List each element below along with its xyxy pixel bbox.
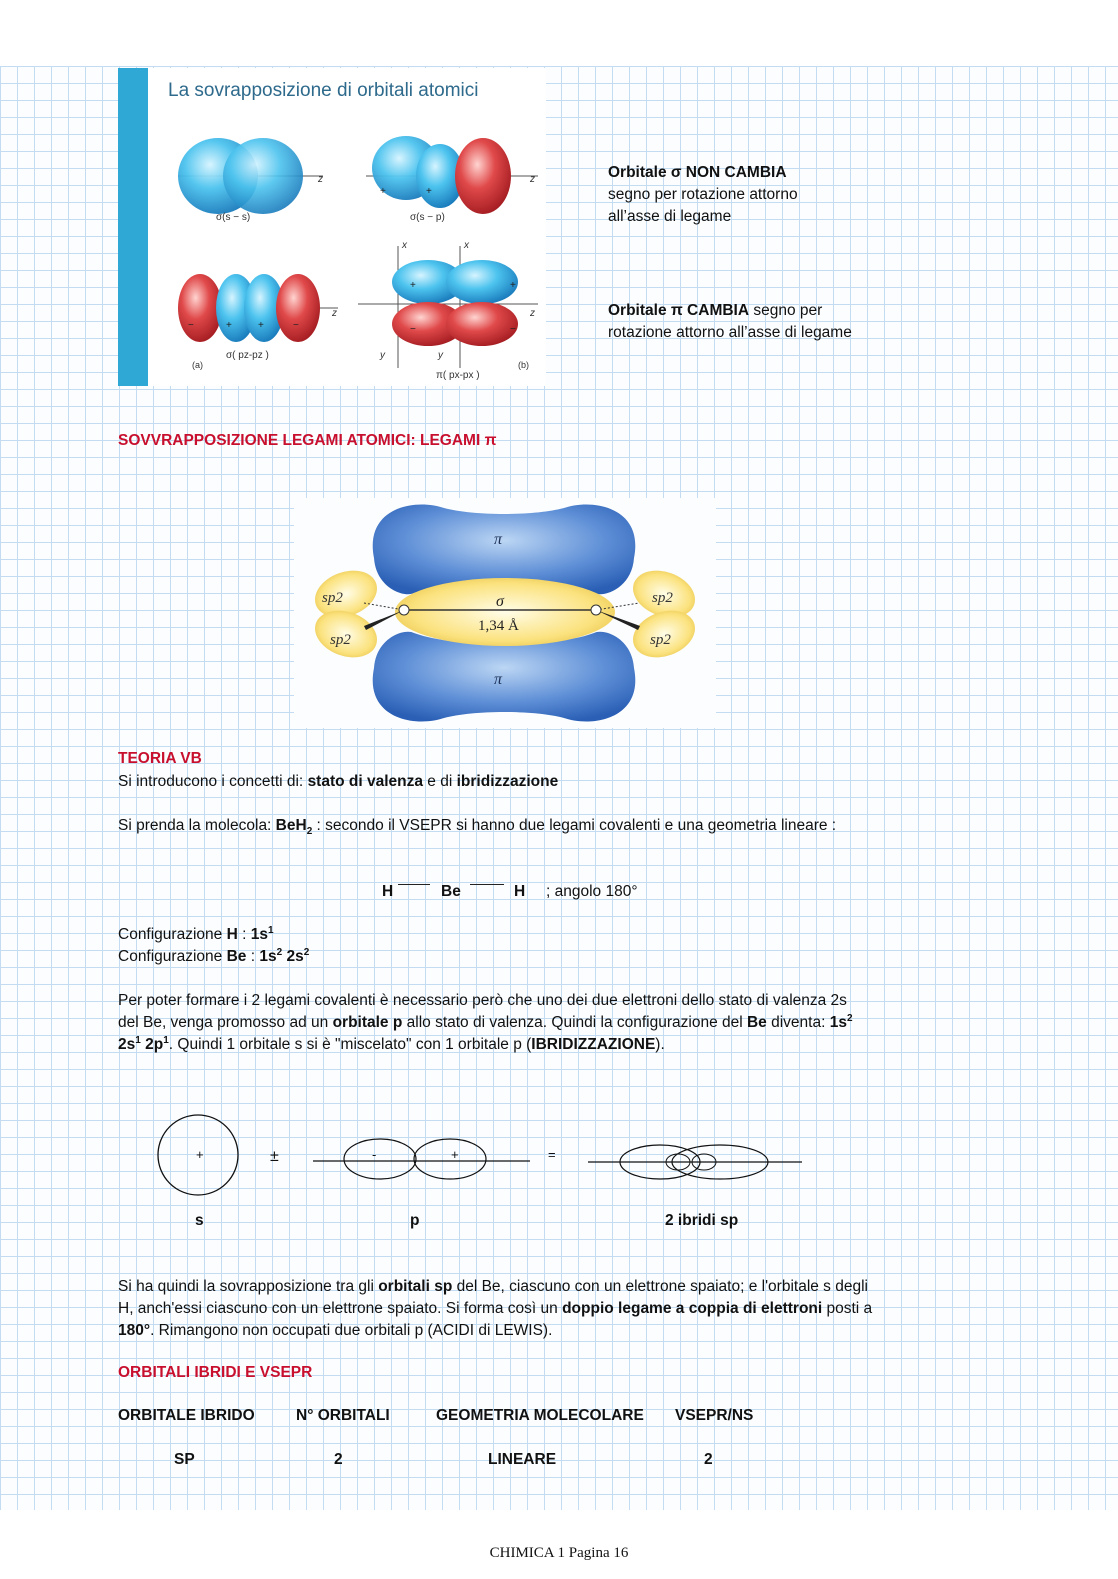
svg-text:+: + <box>226 320 232 331</box>
svg-text:x: x <box>402 240 407 251</box>
svg-text:+: + <box>510 280 516 291</box>
paragraph-promotion: Per poter formare i 2 legami covalenti è necessario però che uno dei due elettroni dello stato di valenza 2s del Be, venga promosso ad un orbitale p allo stato di valenza. Quindi la configurazione del Be diventa: $1s^2$ $2s^1$ $2p^1$. Quindi 1 orbitale s si è "miscelato" con 1 orbitale p (IBRIDIZZAZIONE). <box>118 992 853 1053</box>
bond-line-1 <box>398 884 430 885</box>
svg-text:+: + <box>426 186 432 197</box>
svg-text:sp2: sp2 <box>652 590 673 606</box>
bond-line-2 <box>470 884 504 885</box>
p-orbital-minus-lobe <box>344 1139 416 1179</box>
svg-text:(a): (a) <box>192 360 203 370</box>
label-p: p <box>410 1212 420 1229</box>
paragraph-sp-overlap: Si ha quindi la sovrapposizione tra gli orbitali sp del Be, ciascuno con un elettrone spaiato; e l'orbitale s degli H, anch'essi ciascuno con un elettrone spaiato. Si forma così un doppio legame a coppia di elettroni posti a 180°. Rimangono non occupati due orbitali p (ACIDI di LEWIS). <box>118 1278 873 1339</box>
config-h: Configurazione H : $1s^1$ <box>118 924 274 943</box>
orbital-overlap-figure <box>118 68 546 386</box>
orbital-overlap-drawing <box>148 68 546 386</box>
table-header-n-orbitali: N° ORBITALI <box>296 1407 390 1424</box>
svg-text:z: z <box>332 308 337 319</box>
svg-text:z: z <box>530 174 535 185</box>
label-pi-pxpx: π( px-px ) <box>436 370 480 381</box>
heading-orbitali-ibridi: ORBITALI IBRIDI E VSEPR <box>118 1364 313 1381</box>
sigma-bond <box>395 578 615 646</box>
svg-text:±: ± <box>270 1148 279 1165</box>
svg-text:1,34 Å: 1,34 Å <box>478 618 519 634</box>
svg-text:+: + <box>451 1147 459 1162</box>
svg-text:y: y <box>438 350 443 361</box>
table-cell-vsepr: 2 <box>704 1451 713 1468</box>
table-cell-n: 2 <box>334 1451 343 1468</box>
svg-text:+: + <box>196 1147 204 1162</box>
intro-text: Si introducono i concetti di: stato di valenza e di ibridizzazione <box>118 773 559 790</box>
label-sigma-pzpz: σ( pz-pz ) <box>226 350 269 361</box>
heading-pi-bonds: SOVVRAPPOSIZIONE LEGAMI ATOMICI: LEGAMI π <box>118 432 497 449</box>
molecule-text: Si prenda la molecola: BeH$_2$ : secondo il VSEPR si hanno due legami covalenti e una geometria lineare : <box>118 817 837 838</box>
svg-text:π: π <box>494 671 503 688</box>
table-header-orbitale: ORBITALE IBRIDO <box>118 1407 255 1424</box>
sigma-note: Orbitale σ NON CAMBIA segno per rotazione attorno all’asse di legame <box>608 164 798 225</box>
pi-bond-figure <box>294 498 716 728</box>
svg-text:−: − <box>188 320 194 331</box>
svg-text:sp2: sp2 <box>650 632 671 648</box>
structure-angle: ; angolo 180° <box>546 883 638 900</box>
figure-title: La sovrapposizione di orbitali atomici <box>168 80 479 101</box>
svg-text:x: x <box>464 240 469 251</box>
page-footer: CHIMICA 1 Pagina 16 <box>489 1545 629 1561</box>
label-s: s <box>195 1212 204 1229</box>
heading-teoria-vb: TEORIA VB <box>118 750 202 767</box>
s-orbital-right <box>223 138 303 214</box>
axis-z-label: z <box>318 174 323 185</box>
hybridization-diagram <box>140 1105 820 1205</box>
p-orbital-plus-lobe <box>414 1139 486 1179</box>
structure-h1: H <box>382 883 394 900</box>
svg-text:(b): (b) <box>518 360 529 370</box>
svg-text:+: + <box>380 186 386 197</box>
pi-note: Orbitale π CAMBIA segno per rotazione attorno all’asse di legame <box>608 302 852 341</box>
svg-text:sp2: sp2 <box>330 632 351 648</box>
svg-text:σ: σ <box>496 593 504 610</box>
structure-h2: H <box>514 883 526 900</box>
structure-be: Be <box>441 883 461 900</box>
svg-text:z: z <box>530 308 535 319</box>
svg-text:+: + <box>258 320 264 331</box>
label-2-ibridi-sp: 2 ibridi sp <box>665 1212 739 1229</box>
svg-text:=: = <box>548 1147 556 1162</box>
svg-text:y: y <box>380 350 385 361</box>
label-sigma-sp: σ(s − p) <box>410 212 445 223</box>
svg-text:+: + <box>410 280 416 291</box>
table-cell-geometria: LINEARE <box>488 1451 557 1468</box>
table-header-vsepr: VSEPR/NS <box>675 1407 754 1424</box>
svg-text:π: π <box>494 531 503 548</box>
label-sigma-ss: σ(s − s) <box>216 212 251 223</box>
svg-text:−: − <box>293 320 299 331</box>
table-header-geometria: GEOMETRIA MOLECOLARE <box>436 1407 644 1424</box>
svg-text:−: − <box>510 324 516 335</box>
pi-bond-drawing <box>294 498 716 728</box>
svg-text:-: - <box>372 1147 377 1162</box>
svg-text:sp2: sp2 <box>322 590 343 606</box>
table-cell-sp: SP <box>174 1451 195 1468</box>
svg-text:−: − <box>410 324 416 335</box>
config-be: Configurazione Be : $1s^2$ $2s^2$ <box>118 946 310 965</box>
